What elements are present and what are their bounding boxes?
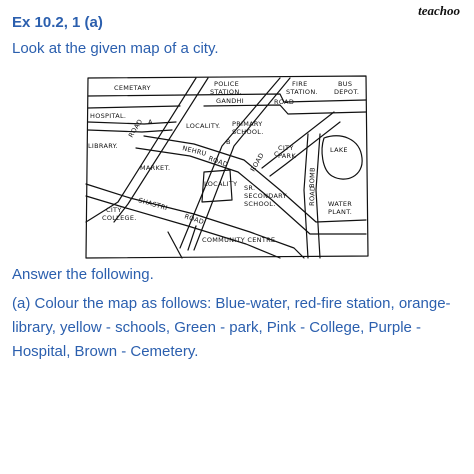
label-library: LIBRARY. <box>88 142 118 150</box>
label-college-2: COLLEGE. <box>102 214 137 222</box>
label-water-1: WATER <box>328 200 353 208</box>
road-label-gandhi: GANDHI <box>216 97 244 105</box>
label-hospital: HOSPITAL. <box>90 112 127 120</box>
road-letter-a: A <box>148 118 153 126</box>
label-primary-1: PRIMARY <box>232 120 263 128</box>
label-bus-2: DEPOT. <box>334 88 360 96</box>
label-lake: LAKE <box>330 146 348 154</box>
label-secondary-2: SECONDARY <box>244 192 287 200</box>
road-label-mid: ROAD <box>248 151 266 173</box>
road-label-nehru: NEHRU <box>181 144 208 158</box>
label-fire-2: STATION. <box>286 88 318 96</box>
question-text: (a) Colour the map as follows: Blue-water, red-fire station, orange-library, yellow - schools, Green - park, Pink - College, Purple - Hospital, Brown - Cemetery. <box>12 295 451 360</box>
road-c <box>262 112 340 176</box>
teachoo-logo: teachoo <box>418 3 460 18</box>
label-police-1: POLICE <box>214 80 240 88</box>
road-label-shastri: SHASTRI <box>137 196 169 213</box>
road-label-bomb: BOMB <box>308 167 317 189</box>
road-label-bottom: ROAD <box>183 212 206 227</box>
label-market: MARKET. <box>140 164 171 172</box>
road-letter-c: C <box>274 150 279 158</box>
label-secondary-3: SCHOOL. <box>244 200 276 208</box>
label-fire-1: FIRE <box>292 80 308 88</box>
label-college-1: CITY <box>106 206 122 214</box>
label-primary-2: SCHOOL. <box>232 128 264 136</box>
city-map-drawing <box>84 72 370 260</box>
intro-text: Look at the given map of a city. <box>12 40 219 57</box>
label-park-2: PARK <box>278 152 296 160</box>
label-park-1: CITY <box>278 144 294 152</box>
road-label-nehru-road: ROAD <box>207 154 230 169</box>
label-bus-1: BUS <box>338 80 353 88</box>
lake-outline <box>322 136 362 179</box>
label-locality-top: LOCALITY. <box>186 122 221 130</box>
label-cemetary: CEMETARY <box>114 84 151 92</box>
label-secondary-1: SR. <box>244 184 256 192</box>
road-label-right: ROAD <box>308 185 317 207</box>
label-community-centre: COMMUNITY CENTRE. <box>202 236 278 244</box>
label-water-2: PLANT. <box>328 208 353 216</box>
road-label-a: ROAD <box>126 117 145 140</box>
exercise-title: Ex 10.2, 1 (a) <box>12 14 103 31</box>
road-letter-b: B <box>226 138 231 146</box>
answer-heading: Answer the following. <box>12 266 154 283</box>
label-locality-mid: LOCALITY <box>204 180 238 188</box>
road-label-top: ROAD <box>274 98 295 106</box>
city-map <box>84 72 370 260</box>
label-police-2: STATION. <box>210 88 242 96</box>
